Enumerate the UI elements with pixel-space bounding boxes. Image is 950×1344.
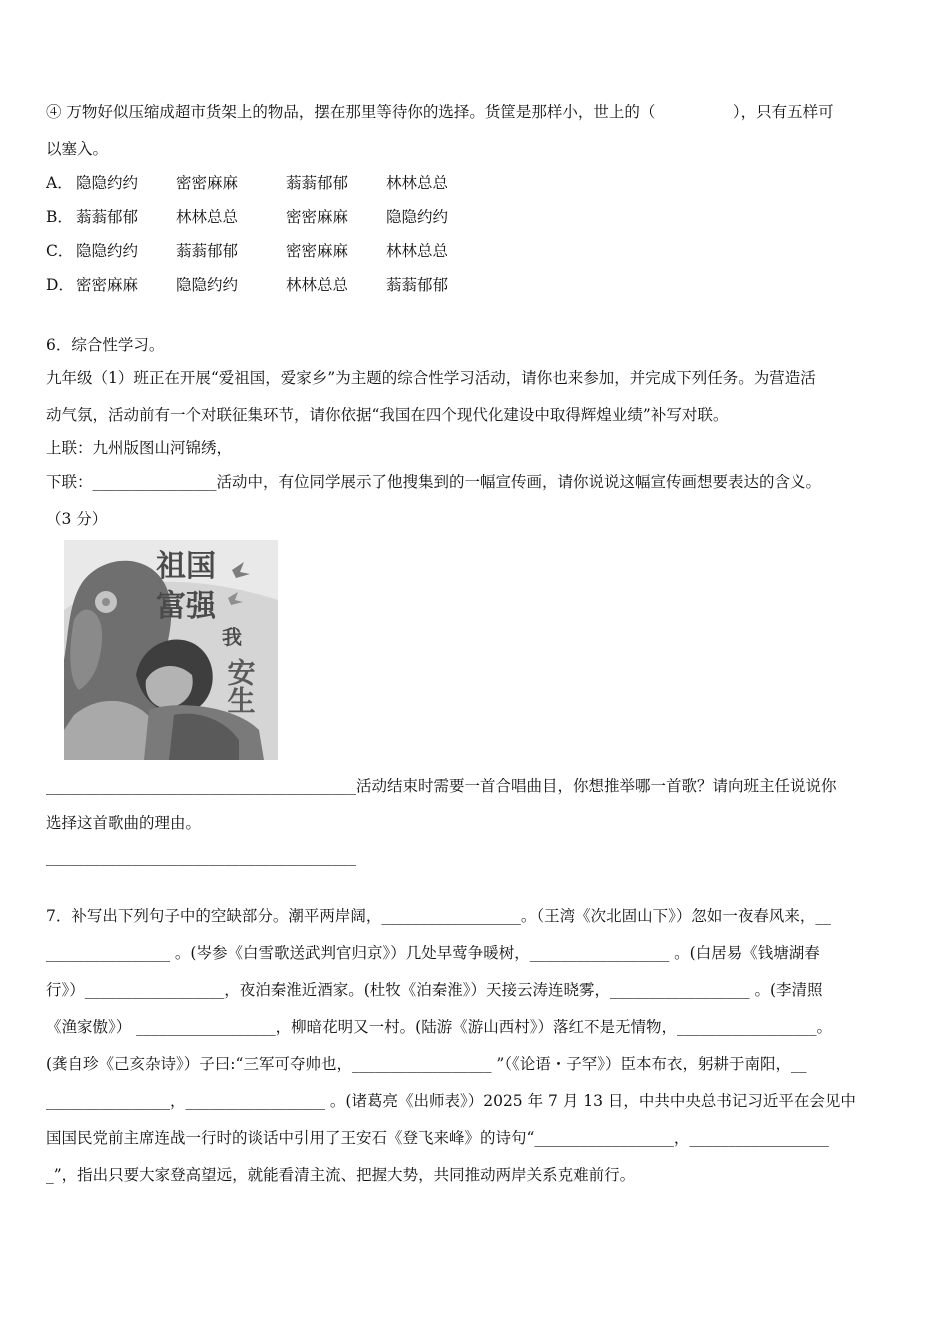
q6-title: 6．综合性学习。 bbox=[46, 336, 165, 354]
option-item: 蓊蓊郁郁 bbox=[176, 242, 239, 260]
option-item: 林林总总 bbox=[386, 174, 449, 192]
q6-lower-couplet: 下联：________________活动中，有位同学展示了他搜集到的一幅宣传画，请你说说这幅宣传画想要表达的含义。 bbox=[46, 473, 822, 491]
option-label: A． bbox=[46, 174, 73, 192]
option-item: 蓊蓊郁郁 bbox=[386, 276, 449, 294]
q7-line-6: ________________，__________________ 。(诸葛亮《出师表》）2025 年 7 月 13 日，中共中央总书记习近平在会见中 bbox=[46, 1092, 856, 1110]
option-item: 密密麻麻 bbox=[176, 174, 239, 192]
q6-score: （3 分） bbox=[46, 510, 108, 528]
q6-answer-blank: ________________________________________ bbox=[46, 848, 356, 866]
q6-after-line-1: ________________________________________活动结束时需要一首合唱曲目，你想推举哪一首歌？请向班主任说说你 bbox=[46, 777, 837, 795]
q7-line-8: _”，指出只要大家登高望远，就能看清主流、把握大势，共同推动两岸关系克难前行。 bbox=[46, 1166, 636, 1184]
q7-line-7: 国国民党前主席连战一行时的谈话中引用了王安石《登飞来峰》的诗句“__________________，__________________ bbox=[46, 1129, 829, 1147]
q6-paragraph-1: 九年级（1）班正在开展“爱祖国，爱家乡”为主题的综合性学习活动，请你也来参加，并完成下列任务。为营造活 bbox=[46, 369, 816, 387]
q6-upper-couplet: 上联：九州版图山河锦绣， bbox=[46, 439, 233, 457]
poster-text-line-3: 我 bbox=[222, 625, 242, 649]
option-item: 隐隐约约 bbox=[176, 276, 239, 294]
q7-line-2: ________________ 。(岑参《白雪歌送武判官归京》）几处早莺争暖树，__________________ 。(白居易《钱塘湖春 bbox=[46, 944, 820, 962]
option-label: B． bbox=[46, 208, 73, 226]
q5-line-2: 以塞入。 bbox=[46, 140, 109, 158]
q6-paragraph-2: 动气氛，活动前有一个对联征集环节，请你依据“我国在四个现代化建设中取得辉煌业绩”补写对联。 bbox=[46, 406, 729, 424]
option-item: 林林总总 bbox=[386, 242, 449, 260]
option-label: D． bbox=[46, 276, 74, 294]
option-item: 蓊蓊郁郁 bbox=[286, 174, 349, 192]
q7-line-5: (龚自珍《己亥杂诗》）子曰:“三军可夺帅也，__________________ ”（《论语・子罕》）臣本布衣，躬耕于南阳，__ bbox=[46, 1055, 807, 1073]
poster-text-line-2: 富强 bbox=[156, 589, 216, 624]
option-item: 密密麻麻 bbox=[76, 276, 139, 294]
option-label: C． bbox=[46, 242, 74, 260]
poster-text-line-4: 安生 bbox=[223, 658, 257, 714]
q6-after-line-2: 选择这首歌曲的理由。 bbox=[46, 814, 202, 832]
q7-line-3: 行》）__________________，夜泊秦淮近酒家。(杜牧《泊秦淮》）天接云涛连晓雾，__________________ 。(李清照 bbox=[46, 981, 823, 999]
option-item: 隐隐约约 bbox=[76, 242, 139, 260]
option-item: 密密麻麻 bbox=[286, 208, 349, 226]
option-item: 林林总总 bbox=[176, 208, 239, 226]
propaganda-poster bbox=[64, 540, 278, 760]
option-item: 蓊蓊郁郁 bbox=[76, 208, 139, 226]
option-item: 密密麻麻 bbox=[286, 242, 349, 260]
option-item: 隐隐约约 bbox=[76, 174, 139, 192]
q7-line-1: 7．补写出下列句子中的空缺部分。潮平两岸阔，__________________。（王湾《次北固山下》）忽如一夜春风来，__ bbox=[46, 907, 831, 925]
q7-line-4: 《渔家傲》） __________________，柳暗花明又一村。(陆游《游山西村》）落红不是无情物，__________________。 bbox=[46, 1018, 832, 1036]
poster-text-line-1: 祖国 bbox=[156, 549, 216, 584]
poster-illustration bbox=[64, 540, 278, 760]
option-item: 隐隐约约 bbox=[386, 208, 449, 226]
option-item: 林林总总 bbox=[286, 276, 349, 294]
q5-line-1: ④ 万物好似压缩成超市货架上的物品，摆在那里等待你的选择。货筐是那样小，世上的（ ），只有五样可 bbox=[46, 103, 834, 121]
